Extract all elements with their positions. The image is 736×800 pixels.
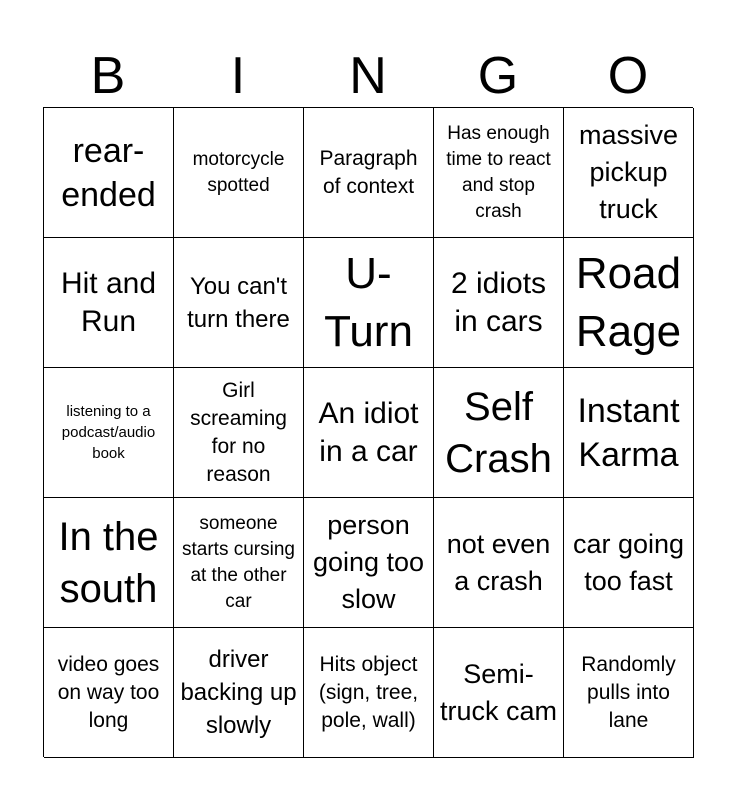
bingo-board: [43, 107, 693, 757]
cell-text: Hits object (sign, tree, pole, wall): [318, 652, 419, 732]
bingo-cell-r1c4[interactable]: [434, 108, 564, 238]
header-letter-g: G: [477, 47, 519, 105]
bingo-cell-r5c5[interactable]: [564, 628, 694, 758]
header-letter-n: N: [349, 47, 387, 105]
bingo-cell-r1c5[interactable]: [564, 108, 694, 238]
bingo-cell-r2c5[interactable]: [564, 238, 694, 368]
cell-text: Hit and Run: [60, 266, 157, 338]
cell-text: Paragraph of context: [319, 146, 418, 198]
bingo-header: [43, 44, 693, 108]
bingo-cell-r3c5[interactable]: [564, 368, 694, 498]
bingo-cell-r2c2[interactable]: [174, 238, 304, 368]
cell-text: An idiot in a car: [318, 396, 419, 468]
bingo-cell-r4c2[interactable]: [174, 498, 304, 628]
bingo-cell-r2c3[interactable]: [304, 238, 434, 368]
cell-text: Semi-truck cam: [439, 658, 558, 726]
cell-text: massive pickup truck: [578, 120, 679, 224]
cell-text: In the south: [58, 514, 159, 611]
bingo-cell-r5c4[interactable]: [434, 628, 564, 758]
bingo-cell-r4c3[interactable]: [304, 498, 434, 628]
cell-text: Self Crash: [445, 384, 552, 481]
header-letter-b: B: [90, 47, 126, 105]
bingo-cell-r3c1[interactable]: [44, 368, 174, 498]
cell-text: person going too slow: [312, 510, 425, 614]
bingo-cell-r5c3[interactable]: [304, 628, 434, 758]
bingo-cell-r2c1[interactable]: [44, 238, 174, 368]
cell-text: Girl screaming for no reason: [190, 378, 287, 486]
cell-text: 2 idiots in cars: [450, 266, 547, 338]
header-letter-i: I: [230, 47, 246, 105]
bingo-cell-r3c3[interactable]: [304, 368, 434, 498]
bingo-cell-r3c2[interactable]: [174, 368, 304, 498]
cell-text: Road Rage: [575, 248, 682, 356]
bingo-cell-r1c3[interactable]: [304, 108, 434, 238]
cell-text: Has enough time to react and stop crash: [446, 122, 551, 222]
bingo-cell-r1c2[interactable]: [174, 108, 304, 238]
cell-text: U-Turn: [324, 248, 413, 356]
cell-text: You can't turn there: [187, 272, 290, 333]
cell-text: driver backing up slowly: [180, 646, 297, 739]
bingo-cell-r4c4[interactable]: [434, 498, 564, 628]
bingo-cell-r3c4[interactable]: [434, 368, 564, 498]
cell-text: Instant Karma: [577, 391, 680, 474]
bingo-cell-r4c1[interactable]: [44, 498, 174, 628]
bingo-cell-r2c4[interactable]: [434, 238, 564, 368]
cell-text: motorcycle spotted: [192, 148, 285, 196]
header-letter-o: O: [607, 47, 649, 105]
cell-text: Randomly pulls into lane: [581, 652, 676, 732]
cell-text: video goes on way too long: [57, 652, 160, 732]
cell-text: car going too fast: [572, 528, 685, 596]
bingo-cell-r4c5[interactable]: [564, 498, 694, 628]
cell-text: someone starts cursing at the other car: [182, 512, 295, 612]
bingo-cell-r5c1[interactable]: [44, 628, 174, 758]
bingo-cell-r5c2[interactable]: [174, 628, 304, 758]
bingo-cell-r1c1[interactable]: [44, 108, 174, 238]
cell-text: listening to a podcast/audio book: [61, 403, 156, 462]
cell-text: not even a crash: [446, 528, 551, 596]
cell-text: rear-ended: [61, 131, 156, 214]
